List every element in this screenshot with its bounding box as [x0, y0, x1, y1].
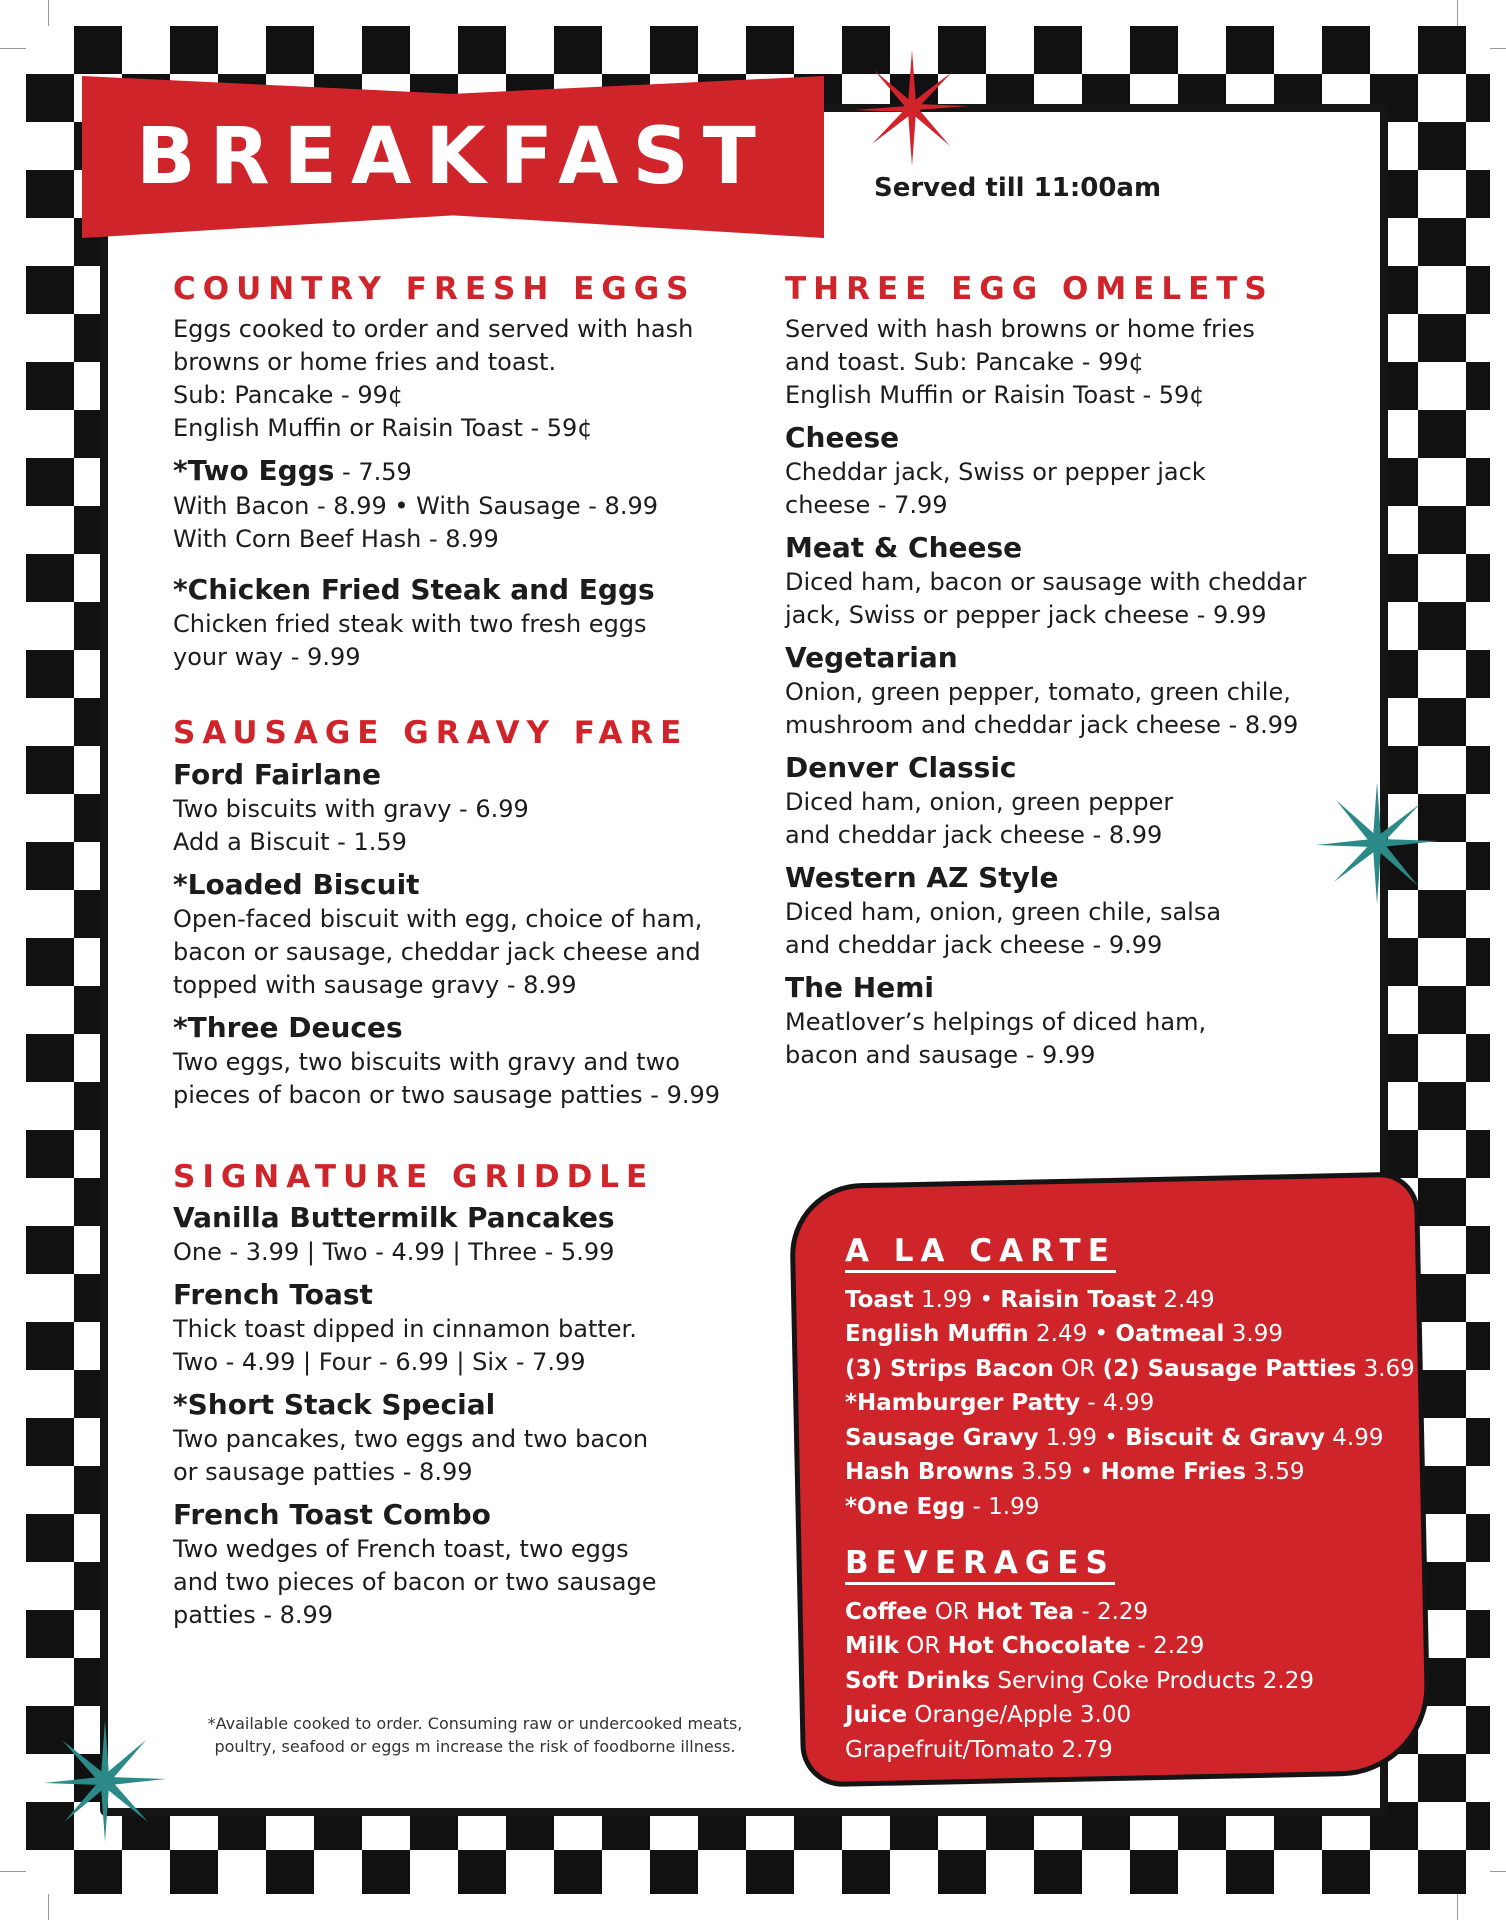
item-description: Diced ham, onion, green pepper and cheddar jack cheese - 8.99 — [785, 787, 1174, 849]
item-name: Meat & Cheese — [785, 530, 1023, 564]
item-name: Ford Fairlane — [173, 757, 382, 791]
section-title-sausage-gravy-fare: SAUSAGE GRAVY FARE — [173, 714, 689, 751]
menu-item — [173, 1200, 733, 1269]
list-item: Coffee OR Hot Tea - 2.29 — [845, 1598, 1149, 1625]
list-item: Juice Orange/Apple 3.00 — [845, 1702, 1132, 1729]
item-description: Two eggs, two biscuits with gravy and two pieces of bacon or two sausage patties - 9.99 — [173, 1047, 721, 1109]
menu-item — [173, 757, 733, 859]
item-price: - 7.59 — [334, 457, 412, 486]
item-description: One - 3.99 | Two - 4.99 | Three - 5.99 — [173, 1238, 615, 1267]
list-item: *Hamburger Patty - 4.99 — [845, 1390, 1155, 1417]
section-title-country-fresh-eggs: COUNTRY FRESH EGGS — [173, 271, 696, 307]
item-name: Vanilla Buttermilk Pancakes — [173, 1201, 615, 1235]
item-name: Cheese — [785, 420, 900, 454]
item-name: French Toast — [173, 1278, 373, 1312]
item-description: Diced ham, bacon or sausage with cheddar jack, Swiss or pepper jack cheese - 9.99 — [785, 567, 1307, 629]
list-item: (3) Strips Bacon OR (2) Sausage Patties 3.69 — [845, 1355, 1415, 1382]
list-item: Hash Browns 3.59 • Home Fries 3.59 — [845, 1459, 1305, 1486]
list-item: Grapefruit/Tomato 2.79 — [845, 1736, 1113, 1763]
menu-item — [173, 867, 733, 1002]
starburst-icon-red — [852, 48, 972, 168]
item-name: *Short Stack Special — [173, 1388, 496, 1422]
starburst-icon-teal-small — [40, 1716, 170, 1846]
menu-item — [173, 572, 733, 674]
list-item: Toast 1.99 • Raisin Toast 2.49 — [845, 1286, 1215, 1313]
item-name: *Two Eggs — [173, 453, 335, 487]
allergy-footnote: *Available cooked to order. Consuming raw or undercooked meats, poultry, seafood or eggs m increase the risk of foodborne illness. — [207, 1714, 743, 1756]
item-description: Onion, green pepper, tomato, green chile, mushroom and cheddar jack cheese - 8.99 — [785, 677, 1299, 739]
list-item: *One Egg - 1.99 — [845, 1493, 1040, 1520]
menu-item — [173, 1387, 733, 1489]
right-column — [785, 270, 1345, 1072]
menu-item — [173, 1277, 733, 1379]
section-intro: Eggs cooked to order and served with hash browns or home fries and toast. Sub: Pancake - 99¢ English Muffin or Raisin Toast - 59¢ — [173, 314, 694, 442]
item-name: *Three Deuces — [173, 1010, 403, 1044]
item-description: With Bacon - 8.99 • With Sausage - 8.99 With Corn Beef Hash - 8.99 — [173, 491, 658, 553]
list-item: Sausage Gravy 1.99 • Biscuit & Gravy 4.99 — [845, 1424, 1384, 1451]
item-description: Two wedges of French toast, two eggs and two pieces of bacon or two sausage patties - 8.99 — [173, 1535, 657, 1630]
section-title-beverages: BEVERAGES — [845, 1546, 1115, 1585]
a-la-carte-content — [845, 1233, 1415, 1767]
served-hours: Served till 11:00am — [874, 173, 1162, 203]
page-title: BREAKFAST — [136, 112, 770, 202]
a-la-carte-list — [845, 1283, 1415, 1525]
section-intro: Served with hash browns or home fries and toast. Sub: Pancake - 99¢ English Muffin or Raisin Toast - 59¢ — [785, 314, 1255, 409]
section-title-three-egg-omelets: THREE EGG OMELETS — [785, 271, 1274, 307]
item-description: Diced ham, onion, green chile, salsa and cheddar jack cheese - 9.99 — [785, 897, 1222, 959]
item-description: Chicken fried steak with two fresh eggs your way - 9.99 — [173, 609, 647, 671]
item-name: Vegetarian — [785, 640, 958, 674]
menu-item — [785, 420, 1345, 522]
item-description: Thick toast dipped in cinnamon batter. Two - 4.99 | Four - 6.99 | Six - 7.99 — [173, 1315, 637, 1377]
menu-item — [173, 453, 733, 556]
left-column — [173, 270, 733, 1632]
item-name: Western AZ Style — [785, 860, 1059, 894]
menu-item — [785, 640, 1345, 742]
menu-item — [785, 750, 1345, 852]
item-name: *Loaded Biscuit — [173, 867, 420, 901]
item-description: Open-faced biscuit with egg, choice of ham, bacon or sausage, cheddar jack cheese and topped with sausage gravy - 8.99 — [173, 904, 703, 999]
beverages-list — [845, 1595, 1405, 1768]
item-name: The Hemi — [785, 970, 934, 1004]
section-title-signature-griddle: SIGNATURE GRIDDLE — [173, 1158, 655, 1195]
item-description: Meatlover’s helpings of diced ham, bacon and sausage - 9.99 — [785, 1007, 1207, 1069]
list-item: Soft Drinks Serving Coke Products 2.29 — [845, 1667, 1314, 1694]
section-title-a-la-carte: A LA CARTE — [845, 1234, 1116, 1273]
item-description: Two biscuits with gravy - 6.99 Add a Biscuit - 1.59 — [173, 794, 529, 856]
menu-item — [785, 970, 1345, 1072]
list-item: Milk OR Hot Chocolate - 2.29 — [845, 1633, 1205, 1660]
menu-item — [173, 1497, 733, 1632]
item-description: Cheddar jack, Swiss or pepper jack cheese - 7.99 — [785, 457, 1206, 519]
menu-item — [785, 530, 1345, 632]
item-description: Two pancakes, two eggs and two bacon or sausage patties - 8.99 — [173, 1425, 649, 1487]
crop-mark — [48, 1890, 49, 1920]
item-name: *Chicken Fried Steak and Eggs — [173, 572, 655, 606]
item-name: Denver Classic — [785, 750, 1017, 784]
menu-item — [173, 1010, 733, 1112]
item-name: French Toast Combo — [173, 1498, 491, 1532]
crop-mark — [1457, 1890, 1458, 1920]
menu-item — [785, 860, 1345, 962]
list-item: English Muffin 2.49 • Oatmeal 3.99 — [845, 1321, 1283, 1348]
